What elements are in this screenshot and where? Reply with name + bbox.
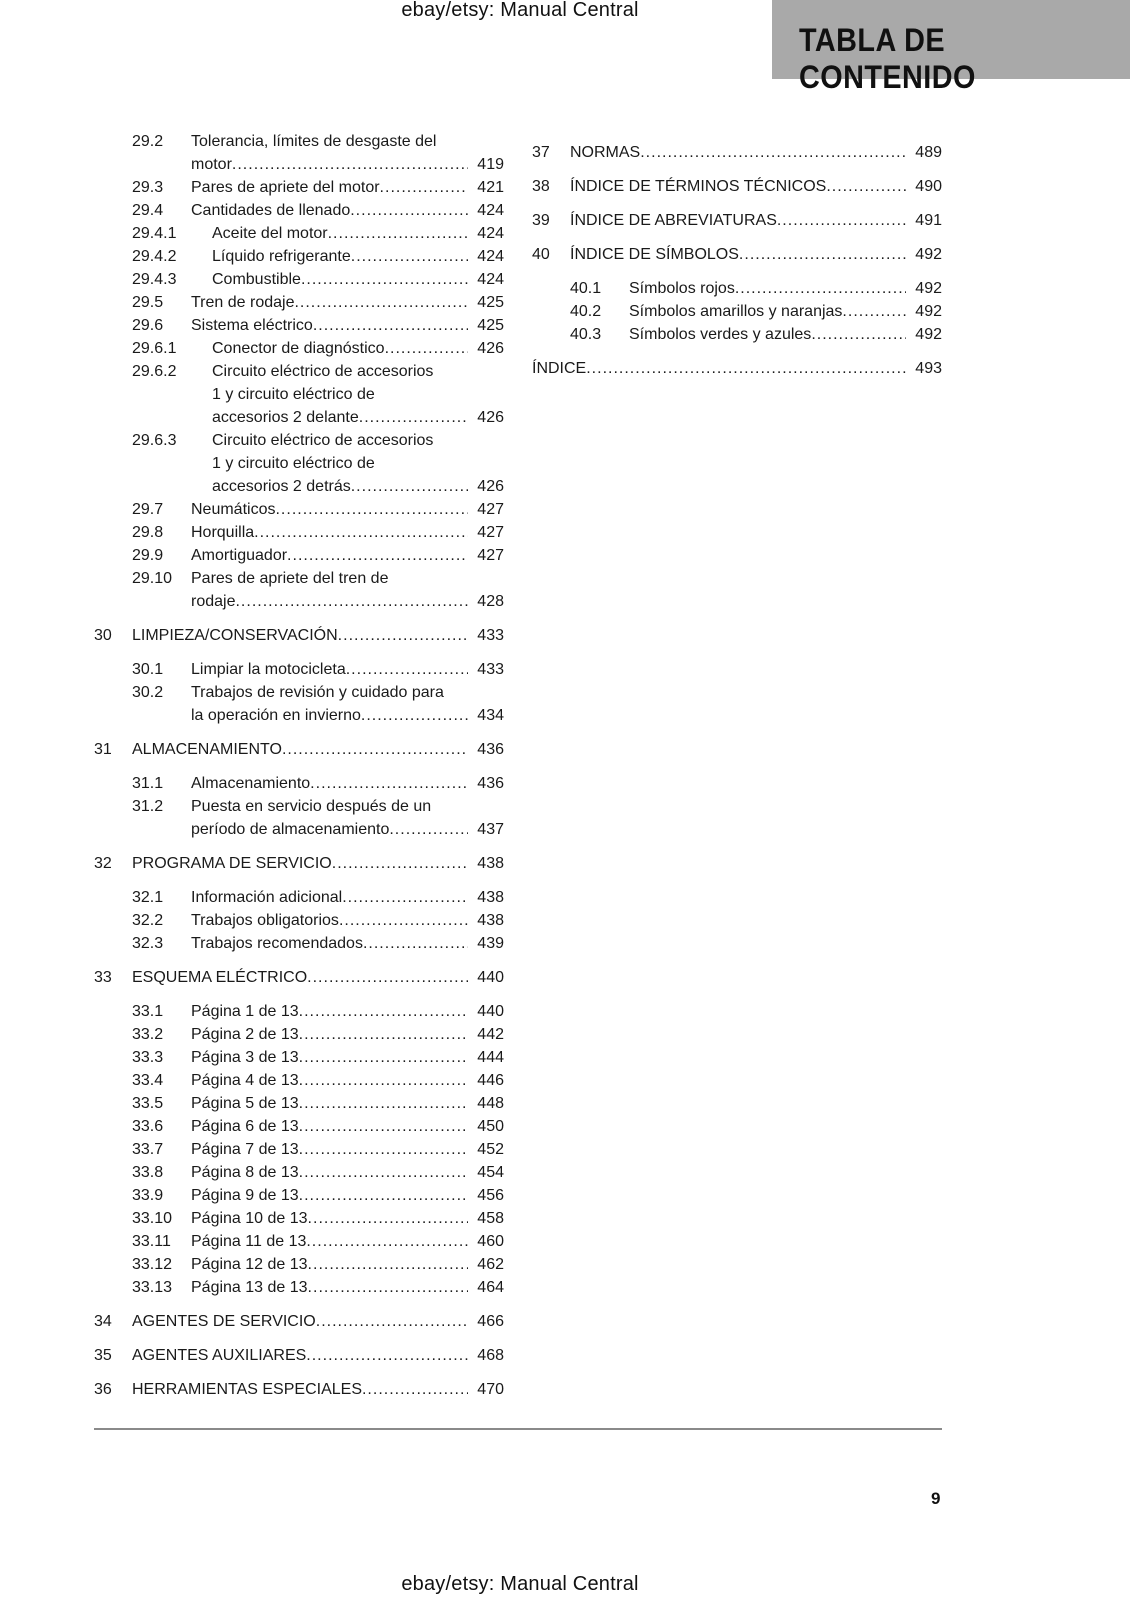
dot-leader (389, 818, 468, 841)
toc-entry-page: 428 (477, 593, 504, 610)
toc-entry-page: 427 (477, 524, 504, 541)
toc-entry[interactable] (94, 1138, 504, 1161)
toc-entry[interactable] (94, 1115, 504, 1138)
dot-leader (350, 199, 468, 222)
toc-entry-number: 29.6.2 (132, 363, 177, 380)
dot-leader (299, 1115, 468, 1138)
dot-leader (777, 209, 906, 232)
toc-entry-page: 492 (915, 246, 942, 263)
dot-leader (640, 141, 906, 164)
toc-entry-page: 425 (477, 317, 504, 334)
toc-entry-number: 31 (94, 741, 112, 758)
dot-leader (308, 1276, 468, 1299)
dot-leader (332, 852, 468, 875)
toc-entry-title: NORMAS (570, 144, 641, 161)
toc-entry[interactable] (94, 1000, 504, 1023)
toc-entry[interactable] (94, 268, 504, 291)
toc-entry-page: 492 (915, 280, 942, 297)
toc-entry[interactable] (94, 886, 504, 909)
toc-entry[interactable] (94, 909, 504, 932)
toc-entry[interactable] (94, 521, 504, 544)
toc-entry-title-line: Puesta en servicio después de un (191, 798, 432, 815)
toc-entry-page: 446 (477, 1072, 504, 1089)
toc-entry[interactable] (94, 498, 504, 521)
toc-entry[interactable] (94, 1069, 504, 1092)
toc-entry-number: 32 (94, 855, 112, 872)
toc-entry[interactable] (94, 1184, 504, 1207)
toc-entry-page: 452 (477, 1141, 504, 1158)
toc-column-left (94, 130, 504, 1412)
toc-entry-title: Página 7 de 13 (191, 1141, 299, 1158)
toc-entry-number: 31.1 (132, 775, 164, 792)
toc-entry-title: Página 13 de 13 (191, 1279, 308, 1296)
toc-entry-number: 38 (532, 178, 550, 195)
dot-leader (282, 738, 468, 761)
toc-entry-page: 438 (477, 912, 504, 929)
dot-leader (363, 932, 468, 955)
toc-entry-number: 29.8 (132, 524, 164, 541)
toc-entry-title: ÍNDICE (532, 360, 587, 377)
toc-entry-number: 29.7 (132, 501, 164, 518)
toc-entry[interactable] (94, 658, 504, 681)
toc-entry-number: 29.6 (132, 317, 164, 334)
toc-entry-number: 36 (94, 1381, 112, 1398)
toc-entry-title: Página 12 de 13 (191, 1256, 308, 1273)
dot-leader (308, 1253, 468, 1276)
dot-leader (739, 243, 906, 266)
toc-entry-page: 436 (477, 775, 504, 792)
toc-entry-title-line: Pares de apriete del tren de (191, 570, 389, 587)
toc-entry-number: 37 (532, 144, 550, 161)
toc-entry-number: 32.3 (132, 935, 164, 952)
toc-entry[interactable] (94, 852, 504, 875)
toc-entry-page: 427 (477, 547, 504, 564)
dot-leader (275, 498, 468, 521)
toc-entry-number: 33.4 (132, 1072, 164, 1089)
toc-entry-title: AGENTES DE SERVICIO (132, 1313, 316, 1330)
dot-leader (299, 1138, 468, 1161)
dot-leader (299, 1092, 468, 1115)
dot-leader (306, 1230, 468, 1253)
dot-leader (299, 1069, 468, 1092)
toc-entry-title: Horquilla (191, 524, 255, 541)
toc-entry-title: ÍNDICE DE ABREVIATURAS (570, 212, 777, 229)
toc-entry[interactable] (94, 624, 504, 647)
dot-leader (346, 658, 468, 681)
toc-entry[interactable] (94, 1310, 504, 1333)
toc-entry-number: 32.1 (132, 889, 164, 906)
toc-entry-number: 33.2 (132, 1026, 164, 1043)
toc-entry-title: ESQUEMA ELÉCTRICO (132, 969, 308, 986)
toc-entry[interactable] (94, 1344, 504, 1367)
toc-entry-title: Página 11 de 13 (191, 1233, 307, 1250)
toc-entry-number: 33.8 (132, 1164, 164, 1181)
toc-entry-title: Trabajos obligatorios (191, 912, 339, 929)
toc-entry[interactable] (94, 1378, 504, 1401)
dot-leader (385, 337, 468, 360)
toc-entry[interactable] (94, 772, 504, 795)
toc-entry-title: Símbolos verdes y azules (629, 326, 812, 343)
toc-entry-number: 29.4 (132, 202, 164, 219)
dot-leader (310, 772, 468, 795)
toc-entry-title: Almacenamiento (191, 775, 311, 792)
toc-entry-page: 419 (477, 156, 504, 173)
toc-entry[interactable] (532, 357, 942, 380)
toc-entry-page: 492 (915, 326, 942, 343)
toc-entry-title: la operación en invierno (191, 707, 361, 724)
dot-leader (299, 1023, 468, 1046)
toc-entry-number: 30.2 (132, 684, 164, 701)
toc-entry-page: 436 (477, 741, 504, 758)
dot-leader (811, 323, 906, 346)
toc-entry-number: 40 (532, 246, 550, 263)
toc-entry-title: Página 8 de 13 (191, 1164, 299, 1181)
dot-leader (362, 1378, 468, 1401)
toc-entry-title: período de almacenamiento (191, 821, 390, 838)
toc-entry[interactable] (94, 176, 504, 199)
toc-entry-title: accesorios 2 detrás (212, 478, 351, 495)
toc-entry-title-line: Trabajos de revisión y cuidado para (191, 684, 444, 701)
toc-entry-number: 30.1 (132, 661, 164, 678)
toc-entry-title: Combustible (212, 271, 301, 288)
toc-entry-title: Página 3 de 13 (191, 1049, 299, 1066)
toc-entry-title: HERRAMIENTAS ESPECIALES (132, 1381, 362, 1398)
toc-entry-title: LIMPIEZA/CONSERVACIÓN (132, 627, 338, 644)
toc-entry-number: 29.9 (132, 547, 164, 564)
toc-entry-page: 466 (477, 1313, 504, 1330)
dot-leader (586, 357, 906, 380)
toc-entry[interactable] (94, 738, 504, 761)
toc-entry[interactable] (532, 277, 942, 300)
dot-leader (313, 314, 468, 337)
dot-leader (299, 1046, 468, 1069)
section-title-band (772, 0, 1130, 95)
toc-entry[interactable] (532, 175, 942, 198)
toc-entry[interactable] (532, 209, 942, 232)
toc-entry-number: 29.3 (132, 179, 164, 196)
toc-entry[interactable] (94, 966, 504, 989)
toc-entry-number: 30 (94, 627, 112, 644)
toc-entry-title: Líquido refrigerante (212, 248, 351, 265)
dot-leader (842, 300, 906, 323)
toc-entry-page: 490 (915, 178, 942, 195)
toc-entry-page: 464 (477, 1279, 504, 1296)
page-number: 9 (931, 1489, 941, 1508)
toc-entry-number: 29.4.3 (132, 271, 177, 288)
dot-leader (351, 475, 468, 498)
toc-entry-number: 33.11 (132, 1233, 171, 1250)
toc-entry-number: 29.5 (132, 294, 164, 311)
toc-entry[interactable] (94, 1023, 504, 1046)
toc-entry[interactable] (94, 1276, 504, 1299)
toc-entry-page: 468 (477, 1347, 504, 1364)
toc-entry[interactable] (532, 243, 942, 266)
toc-entry-page: 462 (477, 1256, 504, 1273)
toc-entry[interactable] (532, 141, 942, 164)
dot-leader (342, 886, 468, 909)
toc-entry-page: 426 (477, 340, 504, 357)
dot-leader (308, 1207, 468, 1230)
toc-entry-number: 29.6.3 (132, 432, 177, 449)
toc-column-right (532, 130, 942, 391)
toc-entry-title: Información adicional (191, 889, 343, 906)
toc-entry-page: 450 (477, 1118, 504, 1135)
toc-entry-page: 491 (915, 212, 942, 229)
toc-entry-number: 35 (94, 1347, 112, 1364)
toc-entry[interactable] (94, 1230, 504, 1253)
toc-entry-number: 40.3 (570, 326, 602, 343)
toc-entry-number: 29.4.1 (132, 225, 177, 242)
toc-entry-number: 33.7 (132, 1141, 164, 1158)
dot-leader (361, 704, 468, 727)
toc-entry[interactable] (532, 300, 942, 323)
toc-entry-title: AGENTES AUXILIARES (132, 1347, 307, 1364)
toc-entry-page: 426 (477, 478, 504, 495)
watermark-bottom: ebay/etsy: Manual Central (401, 1573, 639, 1595)
toc-entry-number: 33.13 (132, 1279, 173, 1296)
toc-entry-page: 425 (477, 294, 504, 311)
toc-entry-page: 433 (477, 661, 504, 678)
dot-leader (301, 268, 468, 291)
toc-entry-page: 439 (477, 935, 504, 952)
page-title: TABLA DE CONTENIDO (799, 22, 976, 95)
toc-entry-title: Sistema eléctrico (191, 317, 313, 334)
watermark-top: ebay/etsy: Manual Central (401, 0, 639, 21)
toc-entry-number: 31.2 (132, 798, 164, 815)
dot-leader (339, 909, 468, 932)
toc-entry-page: 421 (477, 179, 504, 196)
toc-entry[interactable] (94, 1046, 504, 1069)
toc-entry-title: ÍNDICE DE SÍMBOLOS (570, 246, 739, 263)
toc-entry[interactable] (94, 245, 504, 268)
toc-entry-page: 426 (477, 409, 504, 426)
toc-entry-title-line: 1 y circuito eléctrico de (212, 455, 375, 472)
toc-entry-title-line: 1 y circuito eléctrico de (212, 386, 375, 403)
dot-leader (287, 544, 468, 567)
toc-entry[interactable] (94, 932, 504, 955)
toc-entry[interactable] (94, 1161, 504, 1184)
toc-entry-title: Trabajos recomendados (191, 935, 363, 952)
toc-entry-title: Limpiar la motocicleta (191, 661, 346, 678)
toc-entry-title: Página 1 de 13 (191, 1003, 299, 1020)
toc-entry-number: 33.12 (132, 1256, 173, 1273)
toc-entry-number: 32.2 (132, 912, 164, 929)
toc-entry[interactable] (532, 323, 942, 346)
toc-entry[interactable] (94, 337, 504, 360)
toc-entry-page: 456 (477, 1187, 504, 1204)
dot-leader (299, 1000, 468, 1023)
toc-entry-page: 489 (915, 144, 942, 161)
toc-entry-page: 458 (477, 1210, 504, 1227)
toc-entry-page: 470 (477, 1381, 504, 1398)
toc-entry-page: 442 (477, 1026, 504, 1043)
toc-entry[interactable] (94, 544, 504, 567)
toc-entry-number: 39 (532, 212, 550, 229)
toc-entry-page: 424 (477, 271, 504, 288)
toc-entry-page: 424 (477, 248, 504, 265)
toc-entry[interactable] (94, 222, 504, 245)
dot-leader (299, 1184, 468, 1207)
toc-entry-title: accesorios 2 delante (212, 409, 359, 426)
toc-entry-title: Pares de apriete del motor (191, 179, 380, 196)
toc-entry[interactable] (94, 199, 504, 222)
toc-entry-title: Cantidades de llenado (191, 202, 351, 219)
toc-entry-number: 29.4.2 (132, 248, 177, 265)
toc-entry-number: 33 (94, 969, 112, 986)
dot-leader (307, 966, 468, 989)
toc-entry-page: 454 (477, 1164, 504, 1181)
toc-entry-page: 427 (477, 501, 504, 518)
toc-entry-number: 33.9 (132, 1187, 164, 1204)
toc-entry-number: 33.5 (132, 1095, 164, 1112)
dot-leader (328, 222, 468, 245)
toc-entry-title: Página 5 de 13 (191, 1095, 299, 1112)
toc-entry[interactable] (94, 1092, 504, 1115)
dot-leader (359, 406, 468, 429)
dot-leader (338, 624, 468, 647)
toc-entry-page: 448 (477, 1095, 504, 1112)
footer-divider (94, 1428, 942, 1430)
toc-entry-title: Tren de rodaje (191, 294, 295, 311)
toc-entry-number: 40.1 (570, 280, 602, 297)
dot-leader (299, 1161, 468, 1184)
toc-entry-page: 434 (477, 707, 504, 724)
toc-entry-number: 33.1 (132, 1003, 164, 1020)
toc-entry-title: Amortiguador (191, 547, 288, 564)
toc-entry-page: 460 (477, 1233, 504, 1250)
dot-leader (294, 291, 468, 314)
toc-entry-page: 493 (915, 360, 942, 377)
toc-entry-title: Página 4 de 13 (191, 1072, 299, 1089)
toc-entry-title: Neumáticos (191, 501, 276, 518)
toc-entry-number: 29.10 (132, 570, 173, 587)
dot-leader (306, 1344, 468, 1367)
toc-entry-page: 424 (477, 202, 504, 219)
toc-entry-page: 438 (477, 889, 504, 906)
toc-entry-title: ÍNDICE DE TÉRMINOS TÉCNICOS (570, 178, 827, 195)
toc-entry-page: 492 (915, 303, 942, 320)
toc-entry[interactable] (94, 1207, 504, 1230)
toc-entry-title: rodaje (191, 593, 236, 610)
toc-entry-number: 33.10 (132, 1210, 173, 1227)
toc-entry-number: 40.2 (570, 303, 602, 320)
toc-entry-title: Página 6 de 13 (191, 1118, 299, 1135)
toc-entry-page: 433 (477, 627, 504, 644)
toc-entry-page: 437 (477, 821, 504, 838)
dot-leader (232, 153, 468, 176)
dot-leader (351, 245, 468, 268)
toc-entry[interactable] (94, 1253, 504, 1276)
toc-entry[interactable] (94, 291, 504, 314)
toc-entry-title: Página 10 de 13 (191, 1210, 308, 1227)
dot-leader (380, 176, 468, 199)
dot-leader (735, 277, 906, 300)
toc-entry-title: Página 2 de 13 (191, 1026, 299, 1043)
toc-entry-number: 33.6 (132, 1118, 164, 1135)
toc-entry-title: Símbolos rojos (629, 280, 735, 297)
toc-entry-page: 424 (477, 225, 504, 242)
toc-entry[interactable] (94, 360, 504, 429)
toc-entry[interactable] (94, 681, 504, 727)
toc-entry-title: Página 9 de 13 (191, 1187, 299, 1204)
toc-entry-title: Conector de diagnóstico (212, 340, 385, 357)
toc-entry-title: motor (191, 156, 232, 173)
toc-entry-title-line: Tolerancia, límites de desgaste del (191, 133, 437, 150)
toc-entry-number: 29.6.1 (132, 340, 177, 357)
dot-leader (316, 1310, 468, 1333)
toc-entry-title: Símbolos amarillos y naranjas (629, 303, 843, 320)
toc-entry-page: 444 (477, 1049, 504, 1066)
toc-entry[interactable] (94, 429, 504, 498)
toc-entry-title: PROGRAMA DE SERVICIO (132, 855, 332, 872)
toc-entry-title-line: Circuito eléctrico de accesorios (212, 432, 434, 449)
toc-entry-page: 438 (477, 855, 504, 872)
dot-leader (826, 175, 906, 198)
dot-leader (254, 521, 468, 544)
toc-entry-number: 29.2 (132, 133, 164, 150)
toc-entry-page: 440 (477, 1003, 504, 1020)
toc-entry[interactable] (94, 567, 504, 613)
toc-entry-title: ALMACENAMIENTO (132, 741, 282, 758)
toc-entry[interactable] (94, 130, 504, 176)
toc-entry-page: 440 (477, 969, 504, 986)
toc-entry[interactable] (94, 314, 504, 337)
toc-entry-number: 34 (94, 1313, 112, 1330)
toc-entry-title: Aceite del motor (212, 225, 328, 242)
toc-entry-title-line: Circuito eléctrico de accesorios (212, 363, 434, 380)
toc-entry[interactable] (94, 795, 504, 841)
dot-leader (235, 590, 468, 613)
toc-entry-number: 33.3 (132, 1049, 164, 1066)
